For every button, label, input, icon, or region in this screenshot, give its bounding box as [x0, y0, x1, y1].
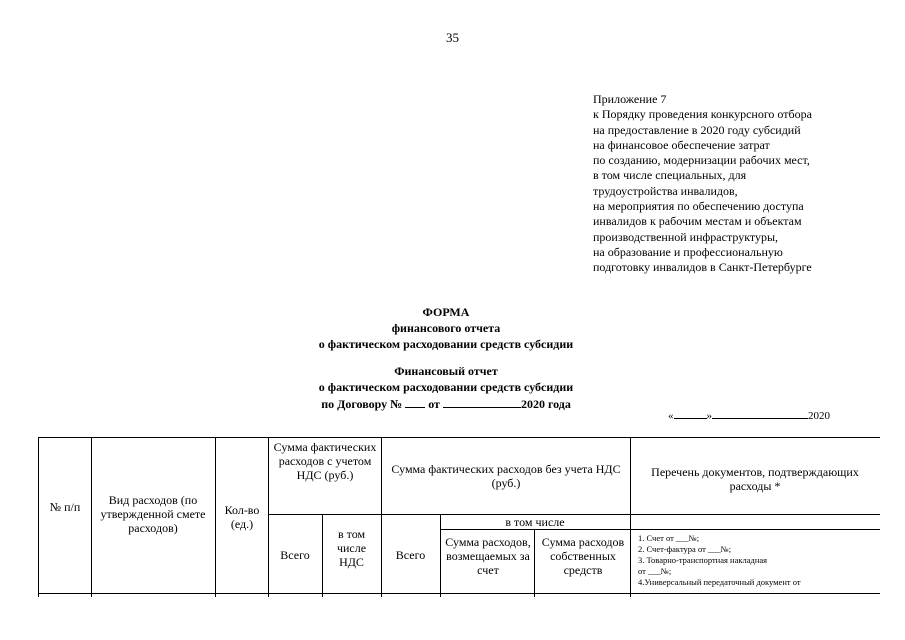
- open-quote: «: [668, 410, 674, 422]
- subheader-reimbursed: Сумма расходов, возмещаемых за счет: [445, 535, 531, 577]
- appendix-line: производственной инфраструктуры,: [593, 229, 779, 244]
- contract-number-blank: [405, 395, 425, 408]
- page-number: 35: [446, 30, 459, 45]
- header-expense-type: Вид расходов (по утвержденной смете расходов): [100, 493, 206, 535]
- table-row-divider: [38, 593, 880, 594]
- subheader-total: Всего: [395, 548, 426, 562]
- form-subtitle: о фактическом расходовании средств субсидии: [318, 337, 574, 351]
- document-item: от ___№;: [638, 566, 672, 576]
- form-title: ФОРМА: [422, 305, 470, 319]
- contract-prefix: по Договору №: [321, 397, 403, 411]
- documents-list: [638, 533, 801, 588]
- table-col-line: [268, 437, 269, 597]
- subheader-including-vat: в том числе НДС: [336, 527, 367, 569]
- appendix-line: на предоставление в 2020 году субсидий: [593, 122, 801, 137]
- form-heading: [296, 304, 596, 352]
- appendix-line: на образование и профессиональную: [593, 244, 783, 259]
- report-heading: [296, 363, 596, 412]
- header-documents: Перечень документов, подтверждающих расходы *: [651, 465, 859, 493]
- appendix-line: в том числе специальных, для: [593, 168, 747, 183]
- date-year: 2020: [808, 410, 830, 422]
- month-blank: [712, 407, 808, 419]
- header-quantity: Кол-во (ед.): [224, 503, 260, 531]
- appendix-line: подготовку инвалидов в Санкт-Петербурге: [593, 260, 812, 275]
- appendix-line: Приложение 7: [593, 92, 667, 106]
- table-col-line: [381, 437, 382, 597]
- table-left-border: [38, 437, 39, 597]
- close-quote: »: [706, 410, 712, 422]
- table-col-line: [630, 437, 631, 597]
- contract-line: [296, 395, 596, 412]
- form-subtitle: финансового отчета: [391, 321, 501, 335]
- contract-year: 2020 года: [520, 397, 571, 411]
- appendix-block: [593, 92, 812, 276]
- appendix-line: к Порядку проведения конкурсного отбора: [593, 107, 812, 122]
- document-item: 2. Счет-фактура от ___№;: [638, 544, 732, 554]
- table-col-line: [215, 437, 216, 597]
- table-col-line: [322, 514, 323, 597]
- header-sum-without-vat: Сумма фактических расходов без учета НДС (руб.): [391, 462, 621, 490]
- table-top-border: [38, 437, 880, 438]
- document-item: 3. Товарно-транспортная накладная: [638, 555, 768, 565]
- report-title: Финансовый отчет: [394, 364, 498, 378]
- contract-date-blank: [443, 395, 521, 408]
- subheader-including: в том числе: [505, 515, 565, 529]
- table-col-line: [440, 514, 441, 597]
- table-subheader-divider: [440, 529, 880, 530]
- contract-from: от: [428, 397, 440, 411]
- appendix-line: на финансовое обеспечение затрат: [593, 137, 770, 152]
- date-line: [668, 407, 830, 422]
- subheader-own-funds: Сумма расходов собственных средств: [541, 535, 625, 577]
- header-num: № п/п: [49, 500, 81, 514]
- appendix-line: на мероприятия по обеспечению доступа: [593, 199, 804, 214]
- day-blank: [674, 407, 707, 419]
- table-col-line: [91, 437, 92, 597]
- report-subtitle: о фактическом расходовании средств субсидии: [318, 380, 574, 394]
- header-sum-with-vat: Сумма фактических расходов с учетом НДС (руб.): [273, 440, 377, 482]
- appendix-line: инвалидов к рабочим местам и объектам: [593, 214, 802, 229]
- table-col-line: [534, 529, 535, 597]
- document-item: 4.Универсальный передаточный документ от: [638, 577, 801, 587]
- document-item: 1. Счет от ___№;: [638, 533, 700, 543]
- appendix-line: трудоустройства инвалидов,: [593, 183, 738, 198]
- appendix-line: по созданию, модернизации рабочих мест,: [593, 153, 810, 168]
- subheader-total: Всего: [280, 548, 310, 562]
